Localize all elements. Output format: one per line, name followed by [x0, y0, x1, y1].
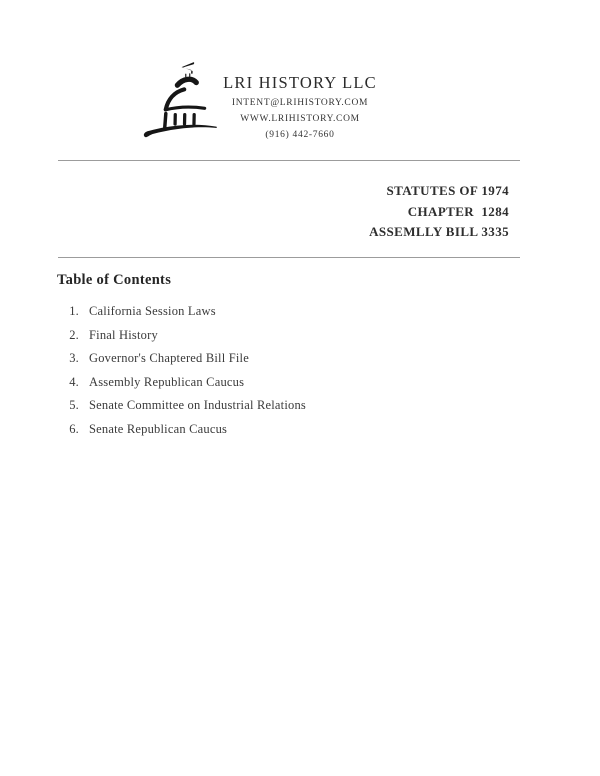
statutes-year-line: STATUTES OF 1974 — [386, 183, 509, 198]
toc-item-label: Governor's Chaptered Bill File — [89, 351, 249, 365]
company-name: LRI HISTORY LLC — [223, 73, 377, 92]
toc-heading: Table of Contents — [57, 272, 172, 288]
toc-item — [57, 328, 477, 352]
company-phone: (916) 442-7660 — [265, 129, 335, 140]
toc-item-number: 4. — [69, 374, 79, 389]
toc-item-number: 2. — [69, 327, 79, 342]
assembly-bill-line: ASSEMLLY BILL 3335 — [369, 224, 509, 239]
divider-top — [58, 160, 520, 161]
company-website: WWW.LRIHISTORY.COM — [240, 113, 360, 124]
toc-item-label: Senate Committee on Industrial Relations — [89, 398, 306, 412]
toc-item — [57, 398, 477, 422]
chapter-line: CHAPTER 1284 — [407, 203, 509, 219]
toc-item-label: California Session Laws — [89, 304, 216, 318]
toc-item-label: Assembly Republican Caucus — [89, 374, 245, 389]
toc-list — [57, 304, 477, 445]
toc-item-number: 3. — [69, 351, 79, 365]
toc-item — [57, 375, 477, 399]
toc-item-number: 6. — [69, 421, 79, 436]
toc-item — [57, 351, 477, 375]
company-email: INTENT@LRIHISTORY.COM — [231, 98, 369, 108]
divider-bottom — [58, 257, 520, 258]
toc-item — [57, 422, 477, 446]
toc-item-number: 1. — [69, 304, 79, 318]
toc-item-label: Senate Republican Caucus — [89, 421, 228, 436]
toc-item-number: 5. — [69, 398, 79, 412]
toc-item-label: Final History — [89, 327, 158, 342]
statute-reference — [369, 181, 509, 243]
letterhead — [0, 72, 600, 143]
toc-item — [57, 304, 477, 328]
